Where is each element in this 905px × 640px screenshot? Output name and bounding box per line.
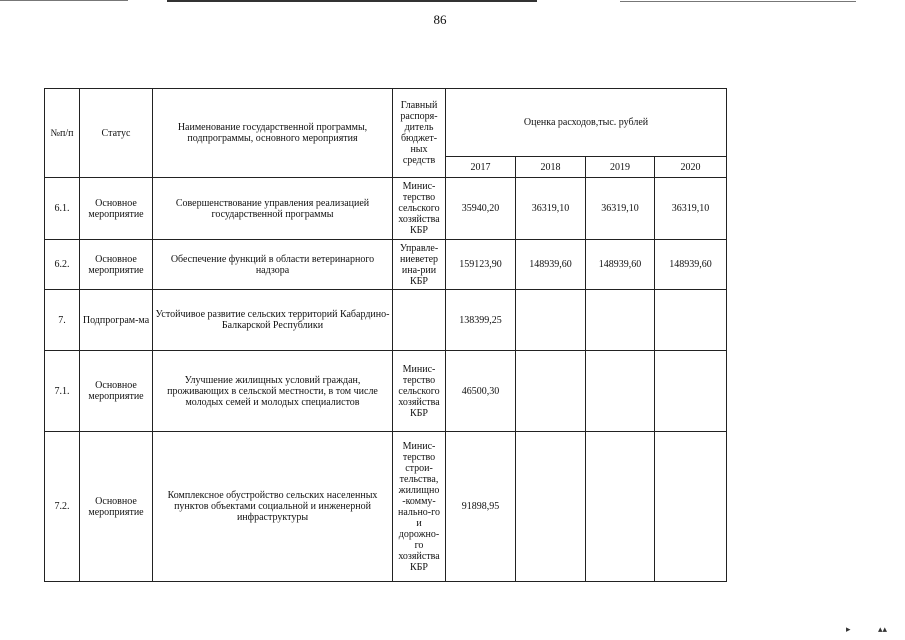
table-row — [45, 178, 727, 240]
header-manager: Главный распоря-дитель бюджет-ных средств — [393, 89, 446, 178]
row-number: 7.2. — [45, 432, 80, 582]
row-value — [655, 290, 727, 351]
row-value: 138399,25 — [446, 290, 516, 351]
row-value: 148939,60 — [516, 240, 586, 290]
table-row — [45, 240, 727, 290]
row-value: 36319,10 — [655, 178, 727, 240]
header-year: 2019 — [586, 157, 655, 178]
row-value: 35940,20 — [446, 178, 516, 240]
scan-line — [620, 1, 856, 2]
header-year: 2018 — [516, 157, 586, 178]
table-row — [45, 432, 727, 582]
row-name: Совершенствование управления реализацией государственной программы — [153, 178, 393, 240]
row-manager: Управле-ниеветер ина-рии КБР — [393, 240, 446, 290]
header-row — [45, 89, 727, 157]
row-value: 46500,30 — [446, 351, 516, 432]
row-number: 7.1. — [45, 351, 80, 432]
scan-speck: ▸ — [846, 624, 851, 634]
table-row — [45, 351, 727, 432]
row-manager: Минис-терство сельского хозяйства КБР — [393, 178, 446, 240]
row-manager — [393, 290, 446, 351]
row-value — [516, 351, 586, 432]
row-manager: Минис-терство строи-тельства, жилищно -комму-нально-го и дорожно-го хозяйства КБР — [393, 432, 446, 582]
row-value — [586, 432, 655, 582]
header-name: Наименование государственной программы, подпрограммы, основного мероприятия — [153, 89, 393, 178]
row-value — [586, 290, 655, 351]
row-status: Основное мероприятие — [80, 432, 153, 582]
row-value — [516, 290, 586, 351]
row-value — [655, 432, 727, 582]
row-value: 148939,60 — [655, 240, 727, 290]
row-value: 159123,90 — [446, 240, 516, 290]
page-number: 86 — [433, 12, 447, 27]
row-value: 36319,10 — [586, 178, 655, 240]
header-year: 2020 — [655, 157, 727, 178]
scan-line — [167, 0, 537, 2]
header-status: Статус — [80, 89, 153, 178]
row-manager: Минис-терство сельского хозяйства КБР — [393, 351, 446, 432]
header-expenses: Оценка расходов,тыс. рублей — [446, 89, 727, 157]
scan-line — [0, 0, 128, 1]
header-year: 2017 — [446, 157, 516, 178]
budget-table — [44, 88, 727, 582]
row-number: 6.1. — [45, 178, 80, 240]
row-status: Основное мероприятие — [80, 240, 153, 290]
table-row — [45, 290, 727, 351]
row-status: Основное мероприятие — [80, 178, 153, 240]
row-name: Улучшение жилищных условий граждан, проживающих в сельской местности, в том числе молодых семей и молодых специалистов — [153, 351, 393, 432]
scan-speck: ▴▴ — [878, 624, 888, 634]
row-name: Обеспечение функций в области ветеринарного надзора — [153, 240, 393, 290]
row-status: Подпрограм-ма — [80, 290, 153, 351]
row-value — [655, 351, 727, 432]
row-number: 7. — [45, 290, 80, 351]
row-number: 6.2. — [45, 240, 80, 290]
header-number: №п/п — [45, 89, 80, 178]
row-status: Основное мероприятие — [80, 351, 153, 432]
row-value — [516, 432, 586, 582]
row-value — [586, 351, 655, 432]
row-value: 91898,95 — [446, 432, 516, 582]
row-name: Устойчивое развитие сельских территорий Кабардино-Балкарской Республики — [153, 290, 393, 351]
row-name: Комплексное обустройство сельских населенных пунктов объектами социальной и инженерной инфраструктуры — [153, 432, 393, 582]
row-value: 148939,60 — [586, 240, 655, 290]
row-value: 36319,10 — [516, 178, 586, 240]
